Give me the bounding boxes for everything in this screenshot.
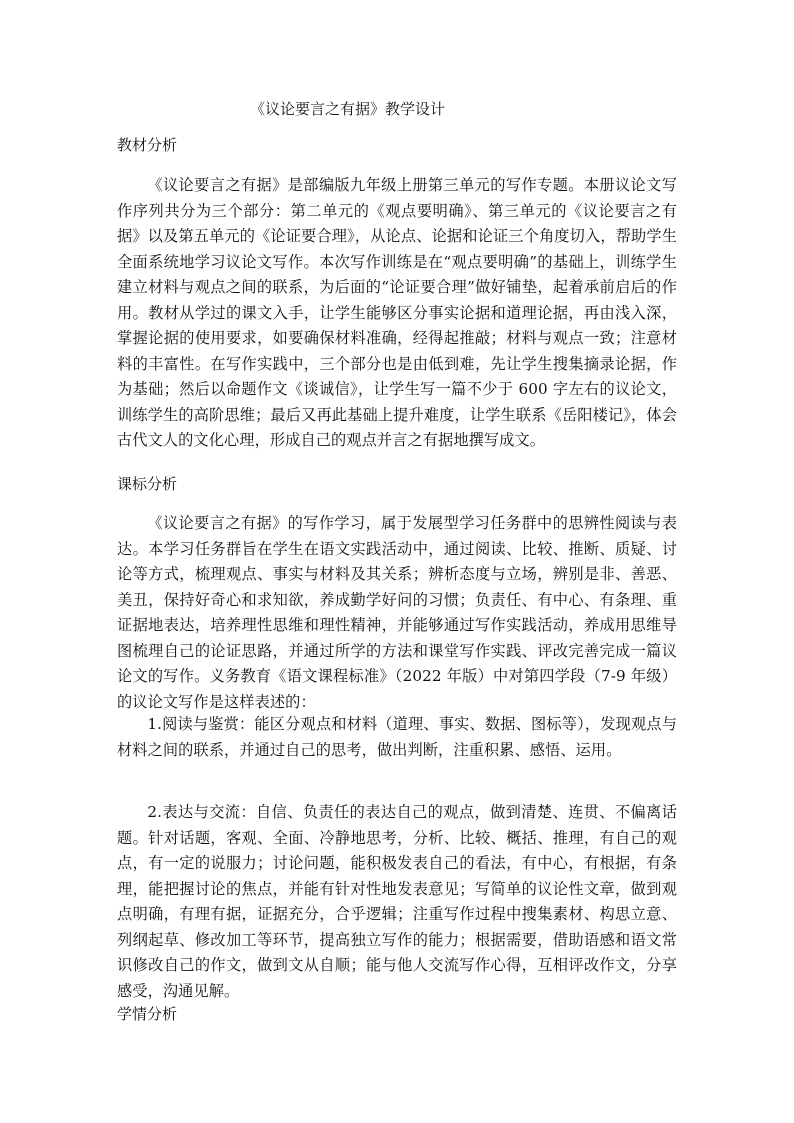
section-heading-textbook-analysis: 教材分析 <box>117 136 178 154</box>
section-heading-learner-analysis: 学情分析 <box>117 1005 178 1023</box>
paragraph-reading-appreciation: 1.阅读与鉴赏：能区分观点和材料（道理、事实、数据、图标等），发现观点与材料之间的联系，并通过自己的思考，做出判断，注重积累、感悟、运用。 <box>117 715 677 759</box>
document-page <box>117 0 679 1123</box>
paragraph-expression-communication: 2.表达与交流：自信、负责任的表达自己的观点，做到清楚、连贯、不偏离话题。针对话题，客观、全面、冷静地思考，分析、比较、概括、推理，有自己的观点，有一定的说服力；讨论问题，能积极发表自己的看法，有中心，有根据，有条理，能把握讨论的焦点，并能有针对性地发表意见；写简单的议论性文章，做到观点明确，有理有据，证据充分，合乎逻辑；注重写作过程中搜集素材、构思立意、列纲起草、修改加工等环节，提高独立写作的能力；根据需要，借助语感和语文常识修改自己的作文，做到文从自顺；能与他人交流写作心得，互相评改作文，分享感受，沟通见解。 <box>117 803 677 1000</box>
paragraph-curriculum-analysis: 《议论要言之有据》的写作学习，属于发展型学习任务群中的思辨性阅读与表达。本学习任务群旨在学生在语文实践活动中，通过阅读、比较、推断、质疑、讨论等方式，梳理观点、事实与材料及其关系；辨析态度与立场，辨别是非、善恶、美丑，保持好奇心和求知欲，养成勤学好问的习惯；负责任、有中心、有条理、重证据地表达，培养理性思维和理性精神，并能够通过写作实践活动，养成用思维导图梳理自己的论证思路，并通过所学的方法和课堂写作实践、评改完善完成一篇议论文的写作。义务教育《语文课程标准》（2022 年版）中对第四学段（7-9 年级）的议论文写作是这样表述的： <box>117 514 677 711</box>
document-title: 《议论要言之有据》教学设计 <box>250 100 446 118</box>
section-heading-curriculum-analysis: 课标分析 <box>117 475 178 493</box>
paragraph-textbook-analysis: 《议论要言之有据》是部编版九年级上册第三单元的写作专题。本册议论文写作序列共分为三个部分：第二单元的《观点要明确》、第三单元的《议论要言之有据》以及第五单元的《论证要合理》，从论点、论据和论证三个角度切入，帮助学生全面系统地学习议论文写作。本次写作训练是在“观点要明确”的基础上，训练学生建立材料与观点之间的联系，为后面的“论证要合理”做好铺垫，起着承前启后的作用。教材从学过的课文入手，让学生能够区分事实论据和道理论据，再由浅入深，掌握论据的使用要求，如要确保材料准确，经得起推敲；材料与观点一致；注意材料的丰富性。在写作实践中，三个部分也是由低到难，先让学生搜集摘录论据，作为基础；然后以命题作文《谈诚信》，让学生写一篇不少于 600 字左右的议论文，训练学生的高阶思维；最后又再此基础上提升难度，让学生联系《岳阳楼记》，体会古代文人的文化心理，形成自己的观点并言之有据地撰写成文。 <box>117 176 677 449</box>
